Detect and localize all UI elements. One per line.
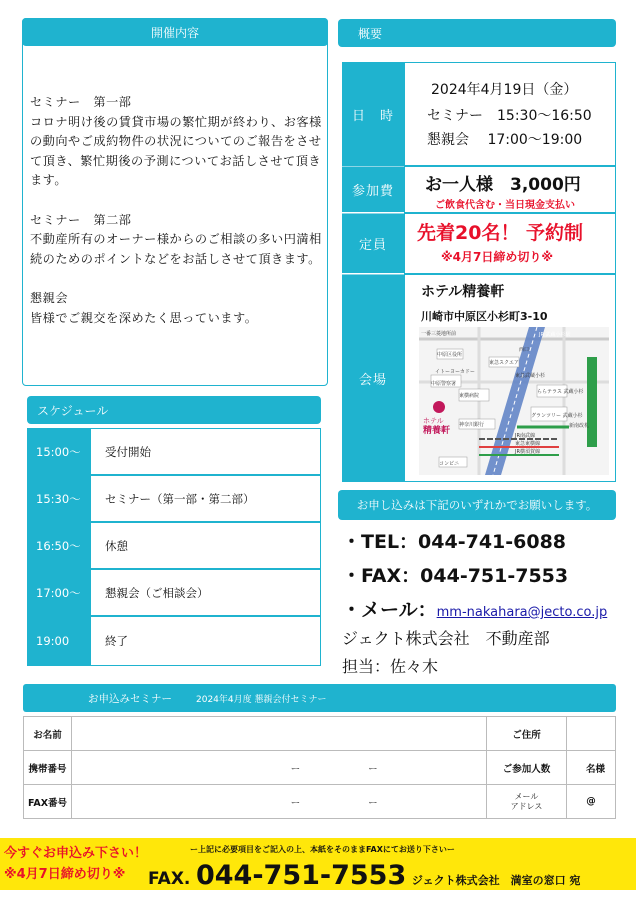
schedule-row	[27, 569, 321, 616]
mail-label-line1: メール	[514, 791, 539, 801]
address-field[interactable]	[566, 717, 615, 751]
capacity-main: 先着20名！ 予約制	[417, 222, 584, 244]
venue-map	[419, 327, 609, 475]
schedule-time: 15:30〜	[27, 475, 90, 522]
datetime-cell	[404, 62, 616, 166]
map-label: 中原警察署	[431, 381, 457, 387]
tel-line: ・TEL：044-741-6088	[342, 531, 567, 553]
schedule-row	[27, 522, 321, 569]
map-label: JR横須賀線	[515, 449, 540, 455]
map-label: 東急武蔵小杉	[515, 373, 546, 379]
schedule-event: 休憩	[90, 522, 321, 569]
mail-label: ・メール：	[342, 599, 437, 621]
phone-field[interactable]	[72, 751, 487, 785]
mail-address-label	[486, 785, 566, 819]
mail-link[interactable]: mm-nakahara@jecto.co.jp	[436, 605, 608, 620]
fax-field[interactable]	[72, 785, 487, 819]
fee-note: ご飲食代含む・当日現金支払い	[435, 200, 575, 211]
company-name: ジェクト株式会社 不動産部	[342, 629, 550, 648]
at-sign: @	[586, 796, 596, 807]
form-header-left: お申込みセミナー	[88, 692, 172, 705]
seminar-time: セミナー 15:30〜16:50	[427, 108, 592, 124]
fax-line: ・FAX：044-751-7553	[342, 565, 569, 587]
footer-fax-prefix: FAX.	[148, 869, 191, 889]
schedule-event: 受付開始	[90, 428, 321, 475]
hotel-marker	[433, 401, 445, 413]
fax-dash: ー	[368, 797, 378, 809]
schedule-time: 17:00〜	[27, 569, 90, 616]
schedule-time: 15:00〜	[27, 428, 90, 475]
map-label: 東横病院	[459, 393, 480, 399]
footer-recipient: ジェクト株式会社 満室の窓口 宛	[411, 874, 581, 887]
capacity-cell	[404, 213, 616, 274]
map-label: 東急スクエア	[489, 360, 519, 366]
contact-person: 担当：佐々木	[342, 657, 439, 676]
phone-dash: ー	[368, 763, 378, 775]
map-label: 東急東横線	[515, 441, 541, 447]
schedule-time: 16:50〜	[27, 522, 90, 569]
form-header	[23, 684, 616, 712]
people-label: ご参加人数	[486, 751, 566, 785]
footer-fax	[148, 860, 580, 891]
schedule-event: 終了	[90, 616, 321, 666]
schedule-row	[27, 616, 321, 666]
footer-note: ー上記に必要項目をご記入の上、本紙をそのままFAXにてお送り下さいー	[190, 845, 455, 854]
schedule-table	[27, 428, 321, 666]
phone-label: 携帯番号	[24, 751, 72, 785]
schedule-row	[27, 428, 321, 475]
schedule-event: セミナー（第一部・第二部）	[90, 475, 321, 522]
address-label: ご住所	[486, 717, 566, 751]
venue-name: ホテル精養軒	[421, 284, 505, 300]
fee-cell	[404, 166, 616, 213]
party-time: 懇親会 17:00〜19:00	[427, 132, 583, 148]
map-label: イトーヨーカドー	[435, 369, 475, 375]
schedule-header: スケジュール	[27, 396, 321, 424]
map-hotel-label: ホテル	[423, 417, 444, 425]
footer-deadline: ※4月7日締め切り※	[4, 867, 126, 882]
form-header-right: 2024年4月度 懇親会付セミナー	[196, 694, 327, 705]
footer-banner	[0, 838, 636, 890]
map-hotel-name: 精養軒	[423, 426, 451, 436]
map-label: JR南武線	[515, 433, 535, 439]
seminar-content-body: セミナー 第一部 コロナ明け後の賃貸市場の繁忙期が終わり、お客様の動向やご成約物件の状況についてのご報告をさせて頂き、繁忙期後の予測についてお話しさせて頂きます。 セミナー 第二部 不動産所有のオーナー様からのご相談の多い円満相続のためのポイントなどをお話しさせて頂きます。 懇親会 皆様でご親交を深めたく思っています。	[30, 95, 322, 325]
footer-fax-number: 044-751-7553	[195, 860, 407, 891]
mail-line	[342, 595, 607, 622]
name-label: お名前	[24, 717, 72, 751]
venue-label: 会場	[342, 275, 404, 482]
venue-address: 川崎市中原区小杉町3-10	[421, 310, 548, 323]
seminar-content-header: 開催内容	[22, 18, 328, 46]
mail-label-line2: アドレス	[510, 801, 543, 811]
application-header: お申し込みは下記のいずれかでお願いします。	[338, 490, 616, 520]
schedule-time: 19:00	[27, 616, 90, 666]
application-form	[23, 716, 616, 819]
fax-dash: ー	[290, 797, 301, 809]
fax-label: FAX番号	[24, 785, 72, 819]
event-date: 2024年4月19日（金）	[431, 82, 578, 98]
overview-header: 概要	[338, 19, 616, 47]
overview-table	[342, 62, 616, 482]
phone-dash: ー	[290, 763, 301, 775]
map-label: 新南改札	[569, 423, 590, 429]
venue-cell	[404, 274, 616, 482]
people-unit: 名様	[585, 763, 605, 775]
schedule-event: 懇親会（ご相談会）	[90, 569, 321, 616]
map-label: 神奈川銀行	[459, 422, 485, 428]
map-label: 西口	[519, 347, 530, 353]
capacity-label: 定員	[342, 214, 404, 273]
map-label: グランツリー 武蔵小杉	[531, 413, 583, 419]
mail-field[interactable]	[566, 785, 615, 819]
datetime-label: 日 時	[342, 62, 404, 166]
people-field[interactable]	[566, 751, 615, 785]
map-label: コンビニ	[439, 461, 460, 467]
map-label: 中原区役所	[437, 352, 463, 358]
map-label: JR 武蔵小杉駅	[539, 332, 571, 338]
name-field[interactable]	[72, 717, 487, 751]
schedule-row	[27, 475, 321, 522]
map-label: ららテラス 武蔵小杉	[537, 389, 584, 395]
fee-label: 参加費	[342, 167, 404, 212]
map-label: 一番三菱地所前	[421, 331, 457, 337]
deadline-note: ※4月7日締め切り※	[441, 250, 554, 264]
fee-amount: お一人様 3,000円	[425, 175, 581, 195]
footer-cta: 今すぐお申込み下さい！	[4, 846, 148, 861]
